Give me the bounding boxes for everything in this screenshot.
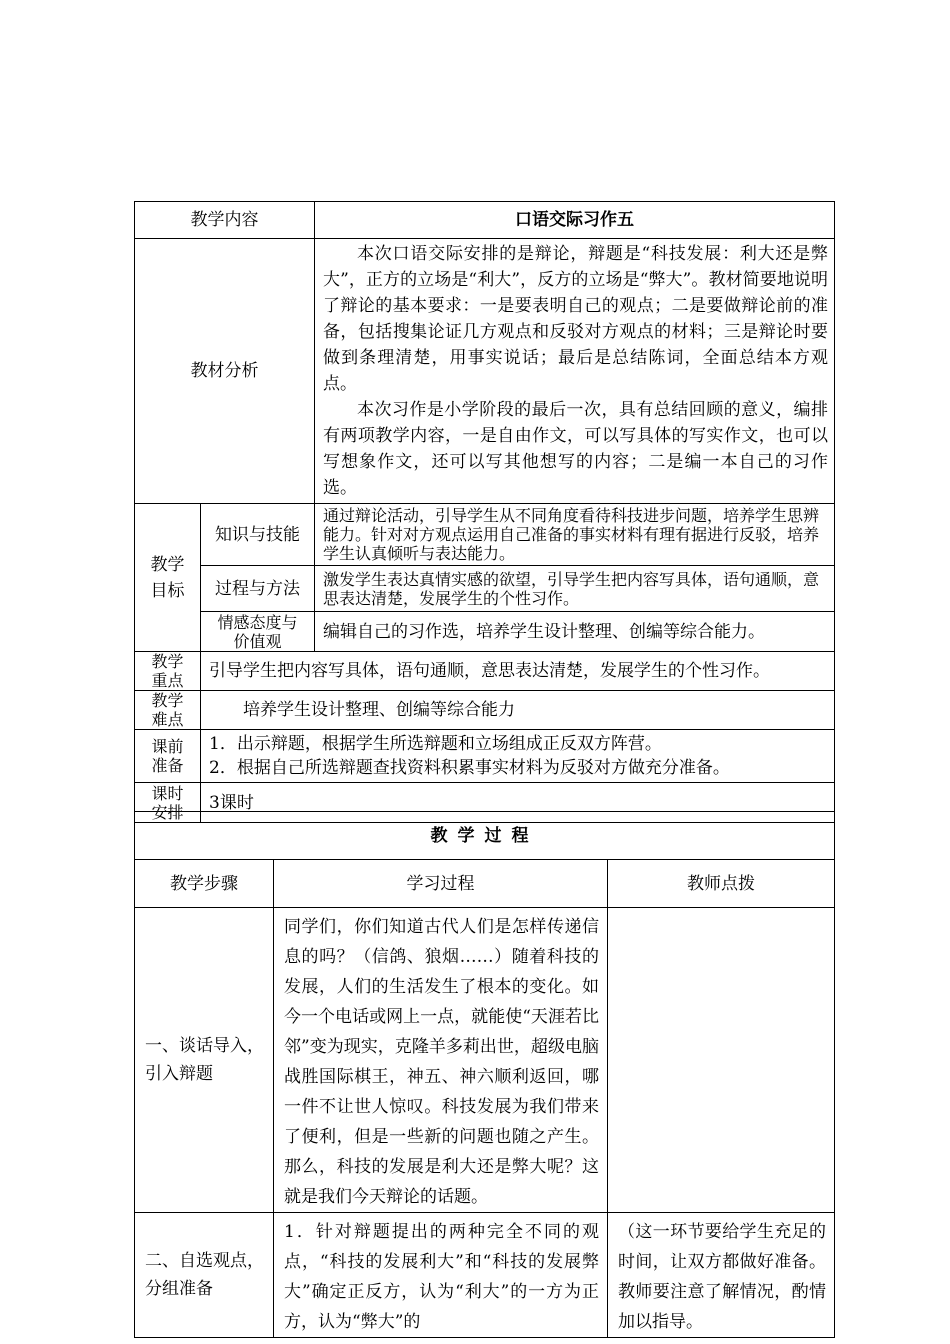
goal-label: 过程与方法 <box>201 566 315 612</box>
process-cell: 同学们，你们知道古代人们是怎样传递信息的吗？（信鸽、狼烟……）随着科技的发展，人们的生活发生了根本的变化。如今一个电话或网上一点，就能使“天涯若比邻”变为现实，克隆羊多莉出世，超级电脑战胜国际棋王，神五、神六顺利返回，哪一件不让世人惊叹。科技发展为我们带来了便利，但是一些新的问题也随之产生。那么，科技的发展是利大还是弊大呢？这就是我们今天辩论的话题。 <box>274 908 608 1213</box>
teaching-process-table <box>134 811 835 1338</box>
hours-label: 课时安排 <box>135 783 201 823</box>
preparation-item: 1．出示辩题，根据学生所选辩题和立场组成正反双方阵营。 <box>209 734 662 754</box>
goal-label: 知识与技能 <box>201 504 315 566</box>
step-cell: 二、自选观点，分组准备 <box>135 1213 274 1338</box>
goal-text: 通过辩论活动，引导学生从不同角度看待科技进步问题，培养学生思辨能力。针对对方观点运用自己准备的事实材料有理有据进行反驳，培养学生认真倾听与表达能力。 <box>315 504 835 566</box>
key-point-label: 教学重点 <box>135 652 201 691</box>
preparation-list <box>201 730 835 783</box>
content-label: 教学内容 <box>135 202 315 239</box>
header-process: 学习过程 <box>274 860 608 908</box>
analysis-paragraph: 本次习作是小学阶段的最后一次，具有总结回顾的意义，编排有两项教学内容，一是自由作文，可以写具体的写实作文，也可以写想象作文，还可以写其他想写的内容；二是编一本自己的习作选。 <box>323 400 828 498</box>
lesson-info-table <box>134 201 835 823</box>
content-title: 口语交际习作五 <box>315 202 835 239</box>
analysis-paragraph: 本次口语交际安排的是辩论，辩题是“科技发展：利大还是弊大”，正方的立场是“利大”，反方的立场是“弊大”。教材简要地说明了辩论的基本要求：一是要表明自己的观点；二是要做辩论前的准备，包括搜集论证几方观点和反驳对方观点的材料；三是辩论时要做到条理清楚，用事实说话；最后是总结陈词，全面总结本方观点。 <box>323 244 828 394</box>
header-tip: 教师点拨 <box>608 860 835 908</box>
difficulty-text: 培养学生设计整理、创编等综合能力 <box>201 691 835 730</box>
analysis-text <box>315 239 835 504</box>
goals-label: 教学目标 <box>135 504 201 652</box>
goal-text: 激发学生表达真情实感的欲望，引导学生把内容写具体，语句通顺，意思表达清楚，发展学生的个性习作。 <box>315 566 835 612</box>
goal-text: 编辑自己的习作选，培养学生设计整理、创编等综合能力。 <box>315 612 835 652</box>
key-point-text: 引导学生把内容写具体，语句通顺，意思表达清楚，发展学生的个性习作。 <box>201 652 835 691</box>
process-title: 教学过程 <box>135 812 835 860</box>
difficulty-label: 教学难点 <box>135 691 201 730</box>
tip-cell: （这一环节要给学生充足的时间，让双方都做好准备。教师要注意了解情况，酌情加以指导。 <box>608 1213 835 1338</box>
goal-label: 情感态度与价值观 <box>201 612 315 652</box>
header-step: 教学步骤 <box>135 860 274 908</box>
analysis-label: 教材分析 <box>135 239 315 504</box>
hours-text: 3课时 <box>201 783 835 823</box>
preparation-item: 2．根据自己所选辩题查找资料积累事实材料为反驳对方做充分准备。 <box>209 758 730 778</box>
process-cell: 1．针对辩题提出的两种完全不同的观点，“科技的发展利大”和“科技的发展弊大”确定正反方，认为“利大”的一方为正方，认为“弊大”的 <box>274 1213 608 1338</box>
preparation-label: 课前准备 <box>135 730 201 783</box>
step-cell: 一、谈话导入，引入辩题 <box>135 908 274 1213</box>
tip-cell <box>608 908 835 1213</box>
